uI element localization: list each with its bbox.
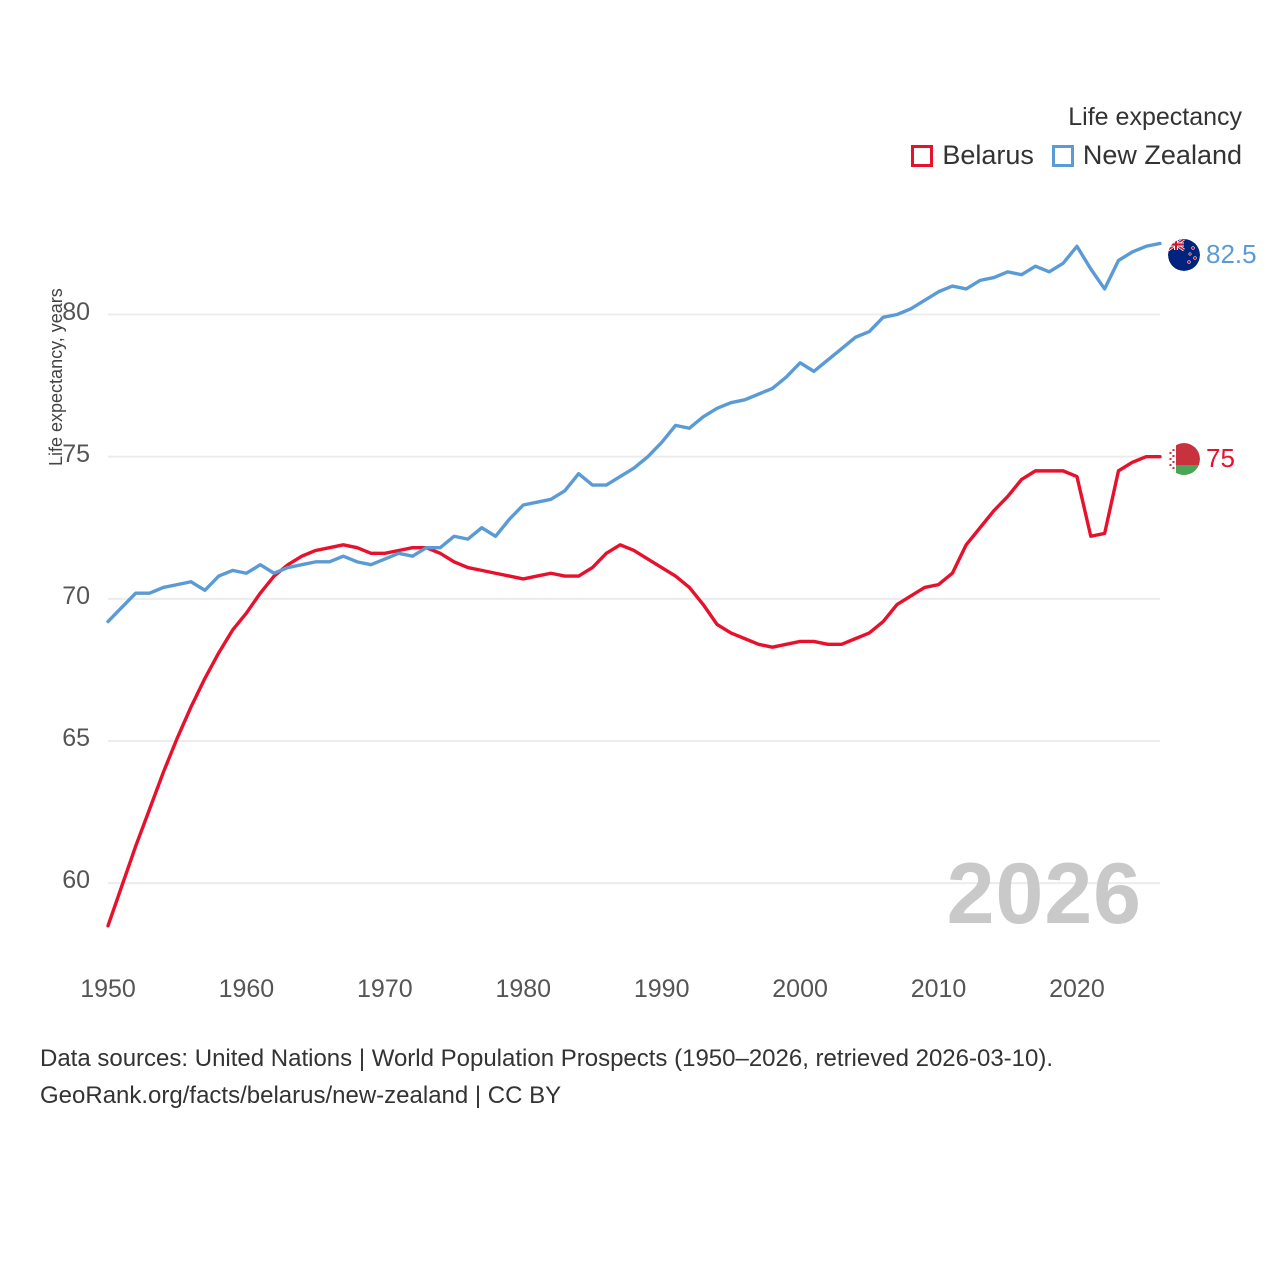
y-tick-label: 75 bbox=[62, 439, 90, 468]
x-tick-label: 1970 bbox=[357, 975, 413, 1003]
x-tick-label: 1960 bbox=[218, 975, 275, 1003]
legend-item-new-zealand[interactable] bbox=[1052, 140, 1242, 171]
x-tick-label: 1980 bbox=[495, 975, 552, 1003]
end-value-belarus: 75 bbox=[1206, 443, 1235, 473]
footer-line-2: GeoRank.org/facts/belarus/new-zealand | CC BY bbox=[40, 1082, 562, 1110]
y-tick-label: 80 bbox=[62, 297, 90, 326]
legend bbox=[911, 140, 1242, 171]
x-tick-label: 1950 bbox=[80, 975, 136, 1003]
footer-line-1: Data sources: United Nations | World Population Prospects (1950–2026, retrieved 2026-03-10). bbox=[40, 1045, 1054, 1072]
end-value-new-zealand: 82.5 bbox=[1206, 239, 1257, 269]
series-line-new-zealand bbox=[108, 243, 1160, 621]
flag-marker-new-zealand bbox=[1168, 239, 1200, 271]
legend-label-belarus: Belarus bbox=[942, 140, 1034, 170]
y-tick-label: 70 bbox=[62, 581, 90, 610]
y-tick-label: 65 bbox=[62, 723, 90, 752]
legend-swatch-new-zealand bbox=[1052, 145, 1074, 167]
year-watermark: 2026 bbox=[946, 846, 1142, 942]
x-tick-label: 1990 bbox=[633, 975, 690, 1003]
legend-swatch-belarus bbox=[911, 145, 933, 167]
flag-marker-belarus bbox=[1168, 443, 1200, 475]
legend-label-new-zealand: New Zealand bbox=[1082, 140, 1242, 170]
y-axis-label: Life expectancy, years bbox=[46, 288, 66, 466]
x-tick-label: 2020 bbox=[1049, 975, 1105, 1003]
x-tick-label: 2010 bbox=[910, 975, 967, 1003]
y-tick-label: 60 bbox=[62, 866, 90, 895]
legend-item-belarus[interactable] bbox=[911, 140, 1034, 171]
footer-credits bbox=[40, 1040, 1053, 1114]
gridlines bbox=[108, 315, 1160, 884]
x-tick-label: 2000 bbox=[772, 975, 828, 1003]
legend-title: Life expectancy bbox=[1068, 103, 1242, 131]
